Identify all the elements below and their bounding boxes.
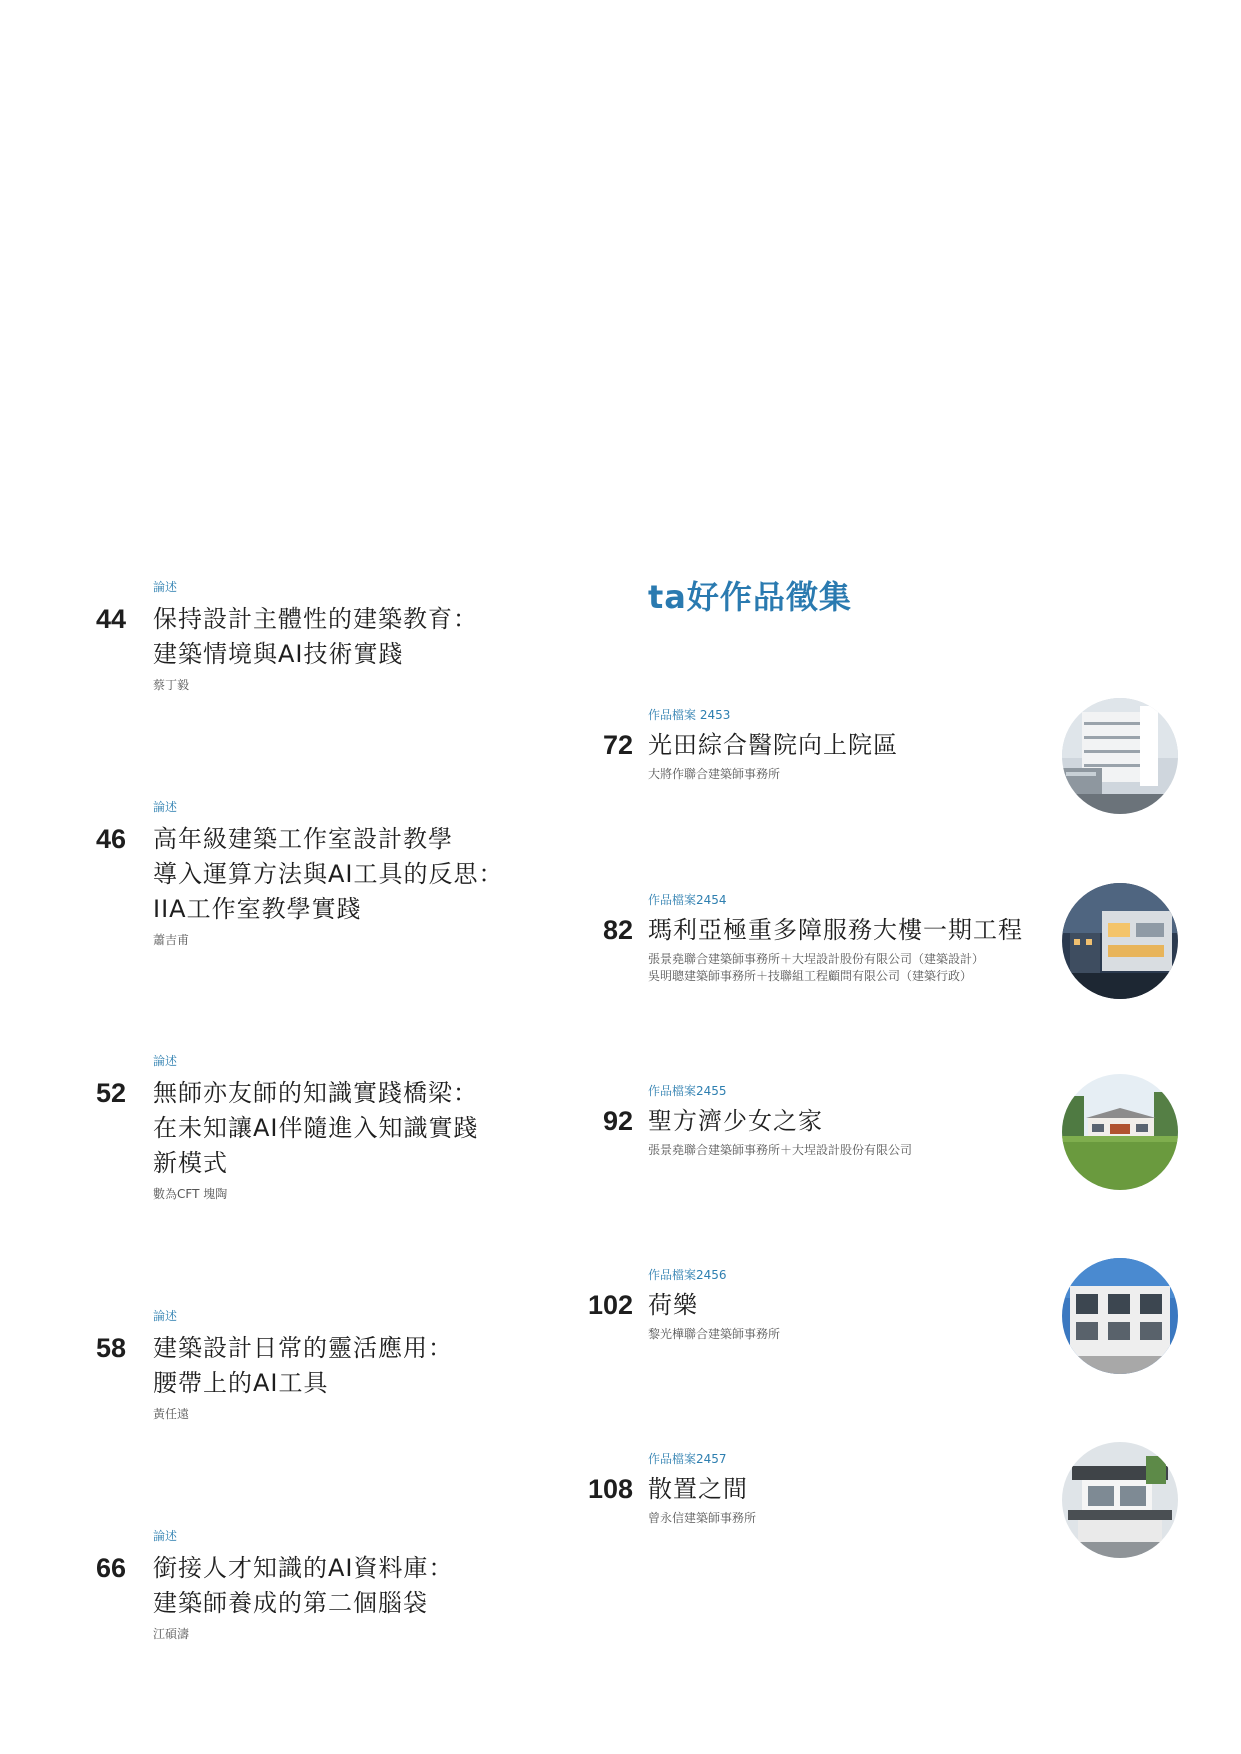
essay-title-line: 建築師養成的第二個腦袋 [153,1589,428,1617]
work-title: 瑪利亞極重多障服務大樓一期工程 [648,916,1023,944]
work-page-number: 82 [602,915,633,945]
essay-author: 江碩濤 [153,1627,190,1641]
essay-title-line: 建築情境與AI技術實踐 [153,640,404,668]
essay-page-number: 52 [96,1078,127,1108]
essay-title-line: 高年級建築工作室設計教學 [153,825,453,853]
essay-category: 論述 [153,1529,178,1543]
essay-page-number: 58 [96,1333,127,1363]
essay-title-line: 保持設計主體性的建築教育： [153,605,478,633]
work-office-line: 曾永信建築師事務所 [648,1511,757,1525]
work-category: 作品檔案2454 [648,893,727,907]
modern-house-photo [1062,1442,1178,1558]
work-page-number: 72 [602,730,633,760]
essay-title-line: 建築設計日常的靈活應用： [153,1334,453,1362]
work-category: 作品檔案2455 [648,1084,727,1098]
work-office-line: 大將作聯合建築師事務所 [648,767,781,781]
essay-page-number: 66 [96,1553,127,1583]
work-page-number: 108 [587,1474,633,1504]
work-category: 作品檔案2456 [648,1268,727,1282]
essay-title [153,1551,553,1643]
essay-title [153,1331,553,1423]
essay-title-line: 腰帶上的AI工具 [153,1369,329,1397]
work-title: 散置之間 [648,1475,748,1503]
essay-author: 數為CFT 塊陶 [153,1187,228,1201]
essay-author: 黃任遠 [153,1407,190,1421]
work-category: 作品檔案 2453 [648,708,731,722]
essay-title [153,1076,553,1203]
work-office [648,766,1048,783]
essay-title [153,602,553,694]
essay-category: 論述 [153,1054,178,1068]
work-title: 荷樂 [648,1291,698,1319]
townhouse-photo [1062,1258,1178,1374]
work-page-number: 92 [602,1106,633,1136]
work-title: 聖方濟少女之家 [648,1107,823,1135]
essay-author: 蔡丁毅 [153,678,190,692]
work-office [648,1326,1048,1343]
work-page-number: 102 [587,1290,633,1320]
essay-title-line: 導入運算方法與AI工具的反思： [153,860,504,888]
work-office [648,951,1048,985]
essay-title-line: IIA工作室教學實踐 [153,895,362,923]
section-title: ta好作品徵集 [648,578,852,616]
essay-author: 蕭吉甫 [153,933,190,947]
essay-title-line: 新模式 [153,1149,228,1177]
work-office-line: 張景堯聯合建築師事務所＋大埕設計股份有限公司（建築設計） [648,952,985,966]
essay-category: 論述 [153,800,178,814]
essay-title-line: 銜接人才知識的AI資料庫： [153,1554,454,1582]
work-office-line: 吳明聰建築師事務所＋技聯組工程顧問有限公司（建築行政） [648,969,973,983]
work-office-line: 黎光樺聯合建築師事務所 [648,1327,781,1341]
house-lawn-photo [1062,1074,1178,1190]
work-office [648,1142,1048,1159]
work-category: 作品檔案2457 [648,1452,727,1466]
essays-column [0,0,560,1754]
hospital-building-photo [1062,698,1178,814]
work-office-line: 張景堯聯合建築師事務所＋大埕設計股份有限公司 [648,1143,913,1157]
essay-page-number: 46 [96,824,127,854]
works-column [560,0,1241,1754]
essay-title-line: 在未知讓AI伴隨進入知識實踐 [153,1114,479,1142]
essay-category: 論述 [153,1309,178,1323]
essay-page-number: 44 [96,604,127,634]
work-office [648,1510,1048,1527]
work-title: 光田綜合醫院向上院區 [648,731,898,759]
service-building-night-photo [1062,883,1178,999]
essay-title [153,822,553,949]
essay-category: 論述 [153,580,178,594]
essay-title-line: 無師亦友師的知識實踐橋梁： [153,1079,478,1107]
